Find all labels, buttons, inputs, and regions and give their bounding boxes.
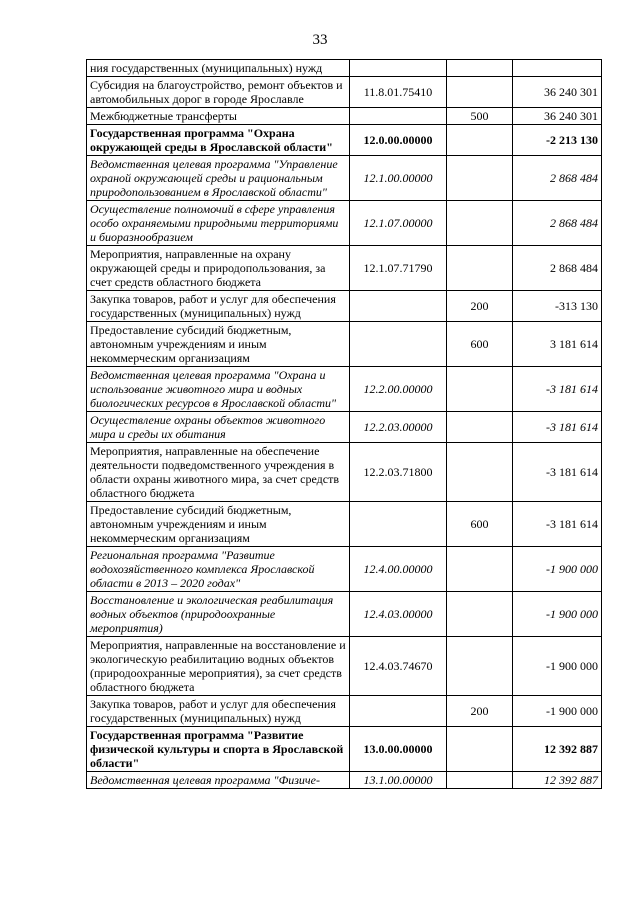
amount-cell: 2 868 484 — [513, 246, 602, 291]
amount-cell: -2 213 130 — [513, 125, 602, 156]
target-code-cell: 12.1.00.00000 — [350, 156, 447, 201]
expense-type-cell — [447, 443, 513, 502]
table-row — [87, 291, 602, 322]
table-row — [87, 156, 602, 201]
amount-cell: 3 181 614 — [513, 322, 602, 367]
table-row — [87, 547, 602, 592]
item-name-cell: Осуществление охраны объектов животного мира и среды их обитания — [87, 412, 350, 443]
item-name-cell: Межбюджетные трансферты — [87, 108, 350, 125]
table-row — [87, 108, 602, 125]
expense-type-cell — [447, 125, 513, 156]
target-code-cell: 12.4.03.00000 — [350, 592, 447, 637]
expense-type-cell — [447, 367, 513, 412]
item-name-cell: Региональная программа "Развитие водохозяйственного комплекса Ярославской области в 2013 – 2020 годах" — [87, 547, 350, 592]
expense-type-cell: 500 — [447, 108, 513, 125]
item-name-cell: Мероприятия, направленные на восстановление и экологическую реабилитацию водных объектов (природоохранные мероприятия), за счет средств областного бюджета — [87, 637, 350, 696]
item-name-cell: Ведомственная целевая программа "Физиче- — [87, 772, 350, 789]
item-name-cell: Ведомственная целевая программа "Управление охраной окружающей среды и рациональным природопользованием в Ярославской области" — [87, 156, 350, 201]
item-name-cell: Государственная программа "Охрана окружающей среды в Ярославской области" — [87, 125, 350, 156]
target-code-cell: 12.1.07.00000 — [350, 201, 447, 246]
expense-type-cell — [447, 727, 513, 772]
table-row — [87, 201, 602, 246]
table-row — [87, 443, 602, 502]
table-row — [87, 60, 602, 77]
target-code-cell — [350, 291, 447, 322]
target-code-cell — [350, 60, 447, 77]
expense-type-cell — [447, 246, 513, 291]
expense-type-cell: 200 — [447, 696, 513, 727]
amount-cell: 2 868 484 — [513, 156, 602, 201]
expense-type-cell: 200 — [447, 291, 513, 322]
target-code-cell: 13.1.00.00000 — [350, 772, 447, 789]
amount-cell: -3 181 614 — [513, 443, 602, 502]
target-code-cell: 12.2.00.00000 — [350, 367, 447, 412]
expense-type-cell — [447, 412, 513, 443]
expense-type-cell — [447, 592, 513, 637]
expense-type-cell — [447, 77, 513, 108]
target-code-cell: 12.4.03.74670 — [350, 637, 447, 696]
table-row — [87, 77, 602, 108]
expense-type-cell: 600 — [447, 322, 513, 367]
expense-type-cell — [447, 201, 513, 246]
amount-cell: -1 900 000 — [513, 637, 602, 696]
amount-cell: -1 900 000 — [513, 696, 602, 727]
table-row — [87, 592, 602, 637]
expense-type-cell — [447, 547, 513, 592]
amount-cell: 12 392 887 — [513, 727, 602, 772]
expense-type-cell — [447, 60, 513, 77]
expense-type-cell: 600 — [447, 502, 513, 547]
target-code-cell — [350, 108, 447, 125]
table-row — [87, 125, 602, 156]
expense-type-cell — [447, 772, 513, 789]
table-row — [87, 502, 602, 547]
amount-cell: 36 240 301 — [513, 108, 602, 125]
target-code-cell — [350, 696, 447, 727]
target-code-cell: 12.4.00.00000 — [350, 547, 447, 592]
item-name-cell: Предоставление субсидий бюджетным, автономным учреждениям и иным некоммерческим организациям — [87, 322, 350, 367]
table-row — [87, 246, 602, 291]
table-row — [87, 772, 602, 789]
amount-cell: -1 900 000 — [513, 592, 602, 637]
item-name-cell: Восстановление и экологическая реабилитация водных объектов (природоохранные мероприятия) — [87, 592, 350, 637]
target-code-cell — [350, 502, 447, 547]
target-code-cell: 13.0.00.00000 — [350, 727, 447, 772]
item-name-cell: Мероприятия, направленные на охрану окружающей среды и природопользования, за счет средств областного бюджета — [87, 246, 350, 291]
amount-cell: -3 181 614 — [513, 367, 602, 412]
item-name-cell: Закупка товаров, работ и услуг для обеспечения государственных (муниципальных) нужд — [87, 696, 350, 727]
amount-cell: -1 900 000 — [513, 547, 602, 592]
table-row — [87, 637, 602, 696]
expense-type-cell — [447, 156, 513, 201]
amount-cell: 2 868 484 — [513, 201, 602, 246]
item-name-cell: ния государственных (муниципальных) нужд — [87, 60, 350, 77]
target-code-cell: 12.2.03.71800 — [350, 443, 447, 502]
item-name-cell: Ведомственная целевая программа "Охрана и использование животного мира и водных биологических ресурсов в Ярославской области" — [87, 367, 350, 412]
amount-cell: 36 240 301 — [513, 77, 602, 108]
table-row — [87, 322, 602, 367]
amount-cell: 12 392 887 — [513, 772, 602, 789]
item-name-cell: Осуществление полномочий в сфере управления особо охраняемыми природными территориями и биоразнообразием — [87, 201, 350, 246]
target-code-cell: 12.1.07.71790 — [350, 246, 447, 291]
item-name-cell: Предоставление субсидий бюджетным, автономным учреждениям и иным некоммерческим организациям — [87, 502, 350, 547]
expense-type-cell — [447, 637, 513, 696]
target-code-cell: 12.2.03.00000 — [350, 412, 447, 443]
amount-cell: -313 130 — [513, 291, 602, 322]
item-name-cell: Мероприятия, направленные на обеспечение деятельности подведомственного учреждения в области охраны животного мира, за счет средств областного бюджета — [87, 443, 350, 502]
table-row — [87, 412, 602, 443]
budget-table — [86, 59, 602, 789]
amount-cell: -3 181 614 — [513, 412, 602, 443]
target-code-cell: 11.8.01.75410 — [350, 77, 447, 108]
item-name-cell: Закупка товаров, работ и услуг для обеспечения государственных (муниципальных) нужд — [87, 291, 350, 322]
table-row — [87, 696, 602, 727]
page-number: 33 — [312, 32, 328, 48]
table-row — [87, 727, 602, 772]
target-code-cell: 12.0.00.00000 — [350, 125, 447, 156]
amount-cell: -3 181 614 — [513, 502, 602, 547]
target-code-cell — [350, 322, 447, 367]
item-name-cell: Субсидия на благоустройство, ремонт объектов и автомобильных дорог в городе Ярославле — [87, 77, 350, 108]
item-name-cell: Государственная программа "Развитие физической культуры и спорта в Ярославской области" — [87, 727, 350, 772]
amount-cell — [513, 60, 602, 77]
table-row — [87, 367, 602, 412]
